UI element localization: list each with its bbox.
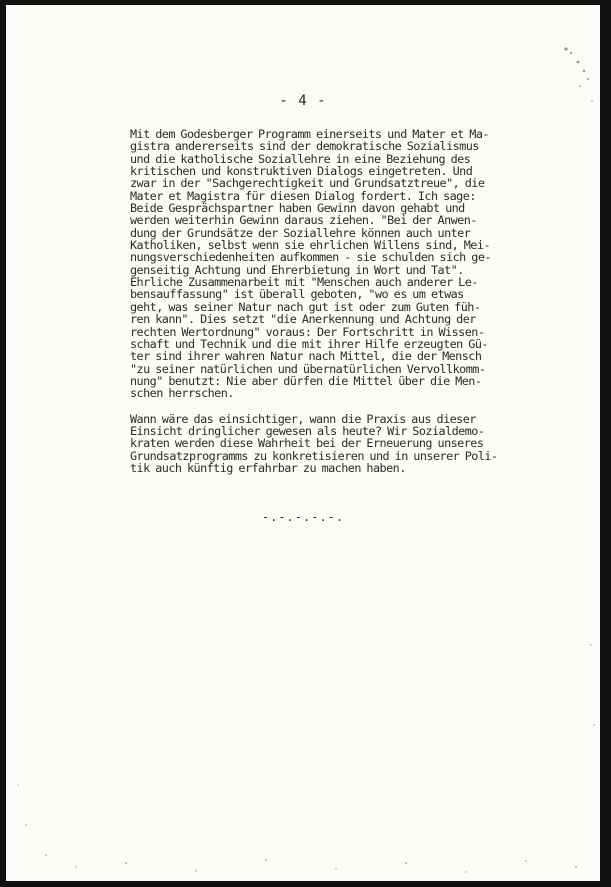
text-line: schen herrschen.	[130, 386, 234, 401]
text-line: ren kann". Dies setzt "die Anerkennung und Achtung der	[130, 312, 476, 327]
text-line: schaft und Technik und die mit ihrer Hilfe erzeugten Gü-	[130, 336, 488, 351]
text-line: geht, was seiner Natur nach gut ist oder zum Guten füh-	[130, 299, 481, 314]
document-page	[6, 5, 600, 881]
paragraph-2	[130, 413, 530, 475]
text-line: Mater et Magistra für diesen Dialog fordert. Ich sage:	[130, 188, 476, 203]
text-line: Ehrliche Zusammenarbeit mit "Menschen auch anderer Le-	[130, 275, 478, 290]
text-line: Wann wäre das einsichtiger, wann die Praxis aus dieser	[130, 411, 476, 426]
text-line: rechten Wertordnung" voraus: Der Fortschritt in Wissen-	[130, 324, 485, 339]
text-line: kraten werden diese Wahrheit bei der Erneuerung unseres	[130, 436, 484, 451]
text-line: ter sind ihrer wahren Natur nach Mittel, die der Mensch	[130, 349, 482, 364]
text-line: nung" benutzt: Nie aber dürfen die Mittel über die Men-	[130, 373, 482, 388]
text-line: gistra andererseits sind der demokratische Sozialismus	[130, 139, 479, 154]
body-text	[130, 128, 530, 474]
page-number: - 4 -	[279, 93, 327, 109]
text-line: dung der Grundsätze der Soziallehre können auch unter	[130, 225, 471, 240]
text-line: genseitig Achtung und Ehrerbietung in Wort und Tat".	[130, 262, 464, 277]
text-line: Beide Gesprächspartner haben Gewinn davon gehabt und	[130, 201, 465, 216]
paragraph-gap	[130, 400, 530, 413]
text-line: tik auch künftig erfahrbar zu machen haben.	[130, 460, 406, 475]
text-line: "zu seiner natürlichen und übernatürlichen Vervollkomm-	[130, 361, 486, 376]
text-line: werden weiterhin Gewinn daraus ziehen. "Bei der Anwen-	[130, 213, 477, 228]
text-line: bensauffassung" ist überall geboten, "wo es um etwas	[130, 287, 464, 302]
text-line: und die katholische Soziallehre in eine Beziehung des	[130, 151, 471, 166]
text-line: Katholiken, selbst wenn sie ehrlichen Willens sind, Mei-	[130, 238, 490, 253]
text-line: Einsicht dringlicher gewesen als heute? Wir Sozialdemo-	[130, 423, 485, 438]
text-line: Grundsatzprogramms zu konkretisieren und in unserer Poli-	[130, 448, 498, 463]
paragraph-1	[130, 128, 530, 400]
text-line: kritischen und konstruktiven Dialogs eingetreten. Und	[130, 164, 473, 179]
text-line: Mit dem Godesberger Programm einerseits und Mater et Ma-	[130, 127, 489, 141]
text-line: zwar in der "Sachgerechtigkeit und Grundsatztreue", die	[130, 176, 485, 191]
text-line: nungsverschiedenheiten aufkommen - sie schulden sich ge-	[130, 250, 491, 265]
closing-mark: -.-.-.-.-.	[261, 510, 345, 524]
